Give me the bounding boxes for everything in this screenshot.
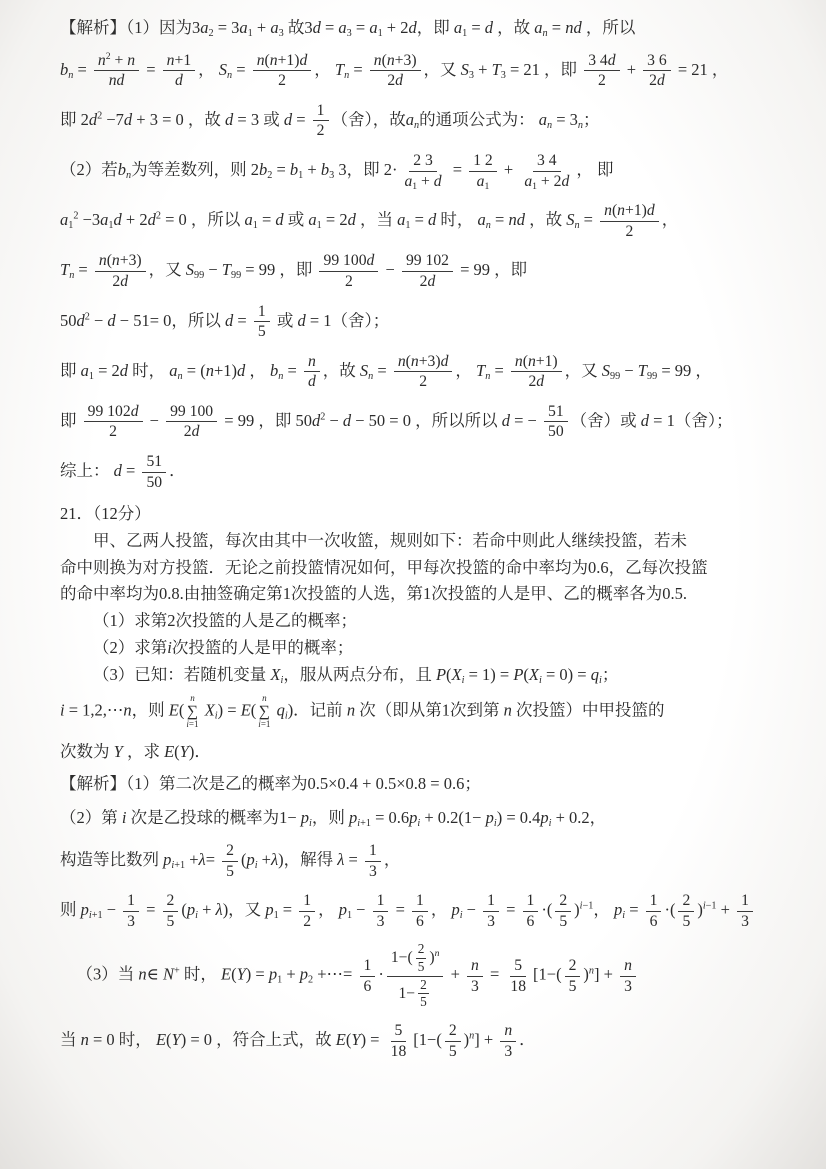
fraction: $\frac{n(n+3)}{2d}$ — [95, 251, 146, 291]
document-line: 21．（12分） — [60, 504, 151, 524]
fraction: $\frac{n(n+1)d}{2}$ — [253, 51, 312, 91]
fraction: $\frac{n^2 + n}{nd}$ — [94, 51, 139, 91]
fraction: $\frac{1 2}{a_1}$ — [469, 151, 497, 191]
fraction: $\frac{2}{5}$ — [678, 891, 694, 931]
document-line: 构造等比数列 $p_{i+1} +\lambda=$ $\frac{2}{5}$ $(p_i +\lambda)$，解得 λ = $\frac{1}{3}$ ， — [60, 842, 401, 880]
fraction: $\frac{1}{3}$ — [123, 891, 139, 931]
fraction: $\frac{n}{3}$ — [467, 956, 483, 996]
fraction: $\frac{n(n+3)}{2d}$ — [370, 51, 421, 91]
document-line: 【解析】（1）第二次是乙的概率为0.5×0.4 + 0.5×0.8 = 0.6； — [60, 773, 481, 793]
document-line: （2）若$b_n$为等差数列，则 $2b_2 = b_1 + b_3$ 3，即 2· $\frac{2 3}{a_1 + d}$ = $\frac{1 2}{a_1}$ + $\frac{3 4}{a_1 + 2d}$ ， 即 — [60, 152, 614, 192]
fraction: $\frac{1}{3}$ — [483, 891, 499, 931]
fraction: $\frac{2}{5}$ — [417, 941, 425, 975]
document-line: 当 n = 0 时， E(Y) = 0 ，符合上式，故 E(Y) = $\frac{5}{18}$ [1−( $\frac{2}{5}$ )$^n$] + $\frac{n}{3}$ ． — [60, 1022, 536, 1060]
fraction: $\frac{51}{50}$ — [142, 452, 166, 492]
sigma-with-limits: n ∑ i=1 — [186, 693, 199, 730]
fraction: $\frac{2}{5}$ — [565, 956, 581, 996]
document-line: （1）求第2次投篮的人是乙的概率； — [93, 611, 357, 631]
document-line: （2）第 i 次是乙投球的概率为$1- p_i$，则 $p_{i+1} = 0.6p_i + 0.2(1- p_i) = 0.4p_i + 0.2$， — [60, 808, 607, 830]
fraction: $\frac{1}{6}$ — [523, 891, 539, 931]
fraction: $\frac{2}{5}$ — [222, 841, 238, 881]
fraction: $\frac{n(n+1)}{2d}$ — [511, 352, 562, 392]
fraction: $\frac{1}{6}$ — [646, 891, 662, 931]
document-line: 即 $\frac{99 102d}{2}$ − $\frac{99 100}{2d}$ = 99 ，即 $50d^2 - d - 50 = 0$ ，所以所以 d = − $\frac{51}{50}$ （舍）或 d = 1（舍）； — [60, 402, 733, 441]
fraction: $\frac{1}{3}$ — [737, 891, 753, 931]
document-line: （3）已知：若随机变量 $X_i$，服从两点分布，且 $P(X_i = 1) = P(X_i = 0) = q_i$； — [93, 664, 619, 686]
fraction: $\frac{2}{5}$ — [420, 976, 427, 1010]
fraction: $\frac{99 102}{2d}$ — [402, 251, 453, 291]
fraction: $\frac{n+1}{d}$ — [163, 51, 196, 91]
fraction: $\frac{1}{5}$ — [254, 302, 270, 342]
document-line: 甲、乙两人投篮，每次由其中一次收篮，规则如下：若命中则此人继续投篮，若未 — [93, 530, 687, 550]
fraction: $\frac{n}{3}$ — [620, 956, 636, 996]
fraction: $\frac{3 4}{a_1 + 2d}$ — [524, 152, 570, 192]
document-content — [60, 16, 772, 1061]
document-line: （3）当 n∈ N+ 时， $E(Y) = p_1 + p_2$ +⋯= $\frac{1}{6}$ · 1−( $\frac{2}{5}$ )$^n$ 1− $\frac{2}{5}$ + $\frac{n}{3}$ = $\frac{5}{18}$ [1−( $\frac{2}{5}$ )$^n$] + $\frac{n}{3}$ — [60, 941, 772, 1011]
document-line: $T_n$ = $\frac{n(n+3)}{2d}$ ，又 $S_{99} - T_{99} = 99$ ，即 $\frac{99 100d}{2}$ − $\frac{99 102}{2d}$ = 99 ，即 — [60, 252, 528, 290]
fraction: $\frac{5}{18}$ — [390, 1022, 407, 1060]
document-line: 即 $a_1 = 2d$ 时， $a_n = (n+1)d$ ， $b_n$ = $\frac{n}{d}$ ，故 $S_n$ = $\frac{n(n+3)d}{2}$ ， $T_n$ = $\frac{n(n+1)}{2d}$ ，又 $S_{99} - T_{99} = 99$ ， — [60, 352, 712, 391]
document-line: 【解析】（1）因为$3a_2 = 3a_1 + a_3$ 故$3d = a_3 = a_1 + 2d$，即 $a_1 = d$ ，故 $a_n$ = nd ，所以 — [60, 18, 636, 40]
fraction: $\frac{3 4d}{2}$ — [584, 51, 619, 91]
fraction: $\frac{1}{6}$ — [360, 956, 376, 996]
fraction: $\frac{99 102d}{2}$ — [84, 402, 143, 442]
fraction: $\frac{99 100d}{2}$ — [319, 251, 378, 291]
fraction: $\frac{3 6}{2d}$ — [643, 51, 671, 91]
document-line: （2）求第i次投篮的人是甲的概率； — [93, 637, 354, 657]
fraction: $\frac{1}{2}$ — [299, 891, 315, 931]
document-line: 命中则换为对方投篮．无论之前投篮情况如何，甲每次投篮的命中率均为0.6，乙每次投篮 — [60, 557, 708, 577]
fraction: $\frac{99 100}{2d}$ — [166, 402, 217, 442]
fraction: $\frac{1}{3}$ — [373, 891, 389, 931]
sigma-with-limits: n ∑ i=1 — [258, 693, 271, 730]
fraction: $\frac{1}{3}$ — [365, 841, 381, 881]
fraction: $\frac{2}{5}$ — [555, 891, 571, 931]
document-line: $b_n$ = $\frac{n^2 + n}{nd}$ = $\frac{n+1}{d}$ ， $S_n$ = $\frac{n(n+1)d}{2}$ ， $T_n$ = $\frac{n(n+3)}{2d}$ ，又 $S_3 + T_3 = 21$ ，即 $\frac{3 4d}{2}$ + $\frac{3 6}{2d}$ = 21 ， — [60, 50, 729, 90]
fraction: $\frac{n}{d}$ — [304, 352, 320, 392]
document-line: 则 $p_{i+1}$ − $\frac{1}{3}$ = $\frac{2}{5}$ $(p_i + \lambda)$，又 $p_1$ = $\frac{1}{2}$ ， $p_1$ − $\frac{1}{3}$ = $\frac{1}{6}$ ， $p_i$ − $\frac{1}{3}$ = $\frac{1}{6}$ ·( $\frac{2}{5}$ )$^{i-1}$， $p_i$ = $\frac{1}{6}$ ·( $\frac{2}{5}$ )$^{i-1}$ + $\frac{1}{3}$ — [60, 891, 772, 931]
fraction: $\frac{n(n+3)d}{2}$ — [394, 352, 453, 392]
document-line: 综上： d = $\frac{51}{50}$ ． — [60, 453, 186, 491]
document-line: 次数为 Y ，求 E(Y)． — [60, 741, 211, 761]
fraction: $\frac{1}{2}$ — [313, 101, 329, 141]
fraction: $\frac{2 3}{a_1 + d}$ — [404, 152, 442, 192]
fraction: $\frac{n(n+1)d}{2}$ — [600, 201, 659, 241]
document-line: $50d^2 - d - 51= 0$，所以 d = $\frac{1}{5}$ 或 d = 1（舍）； — [60, 302, 390, 341]
document-line: $a_1^2 -3a_1d + 2d^2 = 0$ ，所以 $a_1 = d$ 或 $a_1 = 2d$ ，当 $a_1 = d$ 时， $a_n$ = nd ，故 $S_n$ = $\frac{n(n+1)d}{2}$ ， — [60, 202, 679, 240]
fraction: $\frac{2}{5}$ — [163, 891, 179, 931]
fraction: $\frac{51}{50}$ — [544, 402, 568, 442]
fraction: $\frac{1}{6}$ — [412, 891, 428, 931]
document-line: 的命中率均为0.8.由抽签确定第1次投篮的人选，第1次投篮的人是甲、乙的概率各为0.5. — [60, 584, 687, 604]
fraction: $\frac{n}{3}$ — [500, 1021, 516, 1061]
document-line: 即 $2d^2 -7d + 3 = 0$ ，故 d = 3 或 d = $\frac{1}{2}$ （舍），故$a_n$的通项公式为： $a_n = 3_n$； — [60, 101, 600, 140]
fraction: $\frac{2}{5}$ — [445, 1021, 461, 1061]
document-line: i = 1,2,⋯n，则 E( n ∑ i=1 $X_i) = E$( n ∑ i=1 $q_i$)．记前 n 次（即从第1次到第 n 次投篮）中甲投篮的 — [60, 693, 665, 730]
fraction: 1−( $\frac{2}{5}$ )$^n$ 1− $\frac{2}{5}$ — [387, 941, 444, 1011]
fraction: $\frac{5}{18}$ — [510, 957, 527, 995]
